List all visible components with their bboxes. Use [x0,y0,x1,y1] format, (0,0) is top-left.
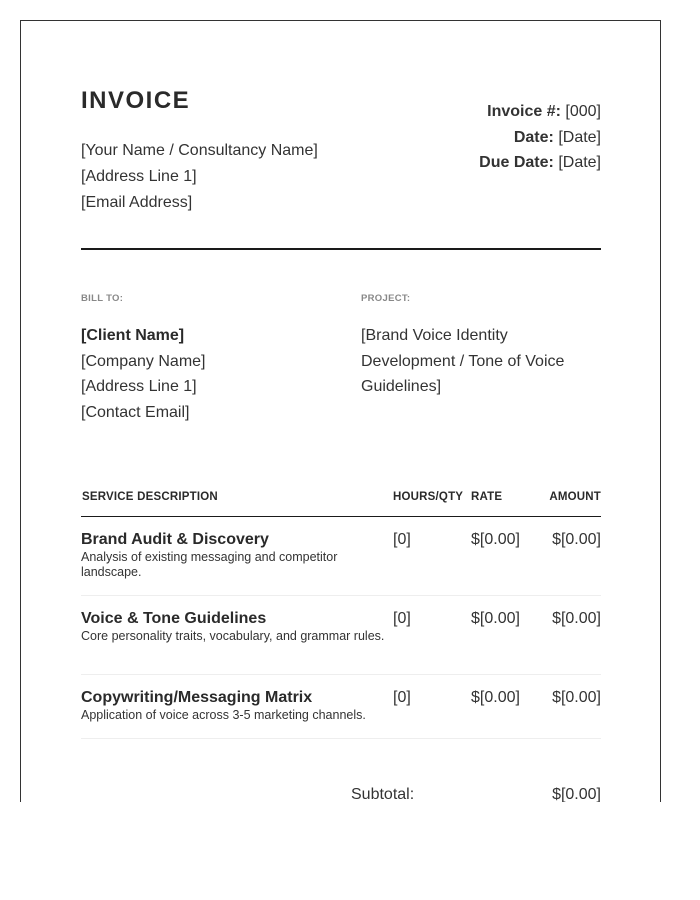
table-row [81,689,601,739]
bill-to-label: BILL TO: [81,293,124,304]
client-name: [Client Name] [81,327,185,344]
service-title: Brand Audit & Discovery [81,531,269,548]
service-amount: $[0.00] [552,689,601,706]
invoice-date-label: Date: [513,128,554,146]
invoice-number-label: Invoice #: [487,103,561,120]
sender-email: [Email Address] [81,194,193,211]
header-rate: RATE [471,491,503,503]
header-description: SERVICE DESCRIPTION [82,491,218,503]
project-label: PROJECT: [361,293,411,304]
service-rate: $[0.00] [471,610,520,627]
project-description: [Brand Voice Identity Development / Tone of Voice Guidelines] [361,327,565,395]
service-title: Copywriting/Messaging Matrix [81,689,313,706]
invoice-due-value: [Date] [558,154,601,171]
service-amount: $[0.00] [552,610,601,627]
service-description: Analysis of existing messaging and competitor landscape. [81,550,338,579]
service-rate: $[0.00] [471,689,520,706]
sender-address: [Address Line 1] [81,168,197,185]
table-row [81,531,601,596]
invoice-date-line [479,125,601,151]
table-row [81,610,601,675]
invoice-number-value: [000] [565,103,601,120]
invoice-due-label: Due Date: [479,154,554,171]
service-rate: $[0.00] [471,531,520,548]
service-table-header [81,491,601,517]
invoice-number-line [479,99,601,125]
service-qty: [0] [393,689,411,706]
service-qty: [0] [393,610,411,627]
header-divider [81,248,601,250]
service-amount: $[0.00] [552,531,601,548]
sender-info [81,138,318,216]
invoice-date-value: [Date] [558,128,601,146]
service-description: Core personality traits, vocabulary, and grammar rules. [81,629,385,643]
subtotal-label: Subtotal: [351,786,415,802]
header-qty: HOURS/QTY [393,491,464,503]
bill-to-block [81,323,206,425]
invoice-due-line [479,150,601,176]
header-amount: AMOUNT [549,491,601,503]
client-company: [Company Name] [81,352,206,370]
subtotal-value: $[0.00] [552,786,601,802]
client-email: [Contact Email] [81,403,190,421]
invoice-meta [479,99,601,176]
client-address: [Address Line 1] [81,378,197,395]
sender-name: [Your Name / Consultancy Name] [81,142,318,159]
invoice-page [20,20,661,802]
invoice-title: INVOICE [81,87,191,114]
service-title: Voice & Tone Guidelines [81,610,267,627]
service-description: Application of voice across 3-5 marketing channels. [81,708,366,722]
service-qty: [0] [393,531,411,548]
